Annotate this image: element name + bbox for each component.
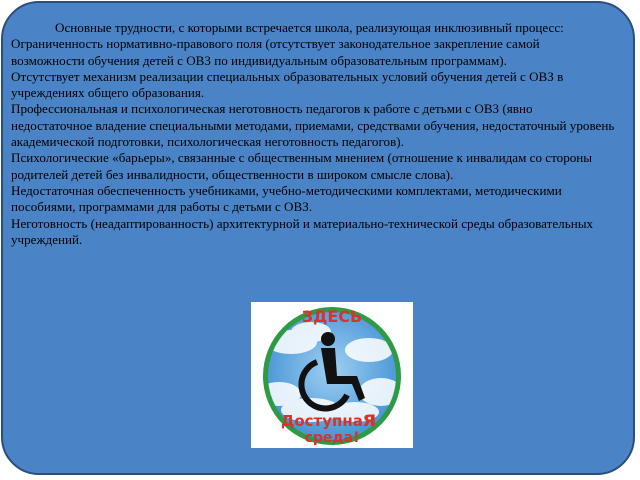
badge-bottom-text-2: среда!	[304, 430, 360, 446]
accessible-environment-badge	[251, 302, 413, 448]
point-2: Отсутствует механизм реализации специальных образовательных условий обучения детей с ОВЗ в учреждениях общего образования.	[11, 68, 564, 101]
badge-bottom-accent: я	[362, 407, 377, 431]
point-6: Неготовность (неадаптированность) архитектурной и материально-технической среды образовательных учреждений.	[11, 215, 594, 247]
point-1: Ограниченность нормативно-правового поля (отсутствует законодательное закрепление самой возможности обучения детей с ОВЗ по индивидуальным образовательным программам).	[11, 36, 540, 68]
badge-top-text: ЗДЕСЬ	[301, 307, 363, 326]
text-block	[11, 20, 615, 248]
point-3: Профессиональная и психологическая неготовность педагогов к работе с детьми с ОВЗ (явно недостаточное владение специальными методами, приемами, средствами обучения, недостаточный уровень академической подготовки, психологическая неготовность педагогов).	[11, 101, 615, 150]
slide-frame	[1, 1, 635, 475]
point-5: Недостаточная обеспеченность учебниками, учебно-методическими комплектами, методическими пособиями, программами для работы с детьми с ОВЗ.	[11, 182, 562, 215]
badge-bottom-text-1: Доступна	[281, 412, 363, 430]
slide-heading: Основные трудности, с которыми встречается школа, реализующая инклюзивный процесс:	[55, 20, 564, 35]
point-4: Психологические «барьеры», связанные с общественным мнением (отношение к инвалидам со стороны родителей детей без инвалидности, общественности в широком смысле слова).	[11, 150, 593, 182]
badge-graphic	[251, 302, 413, 448]
